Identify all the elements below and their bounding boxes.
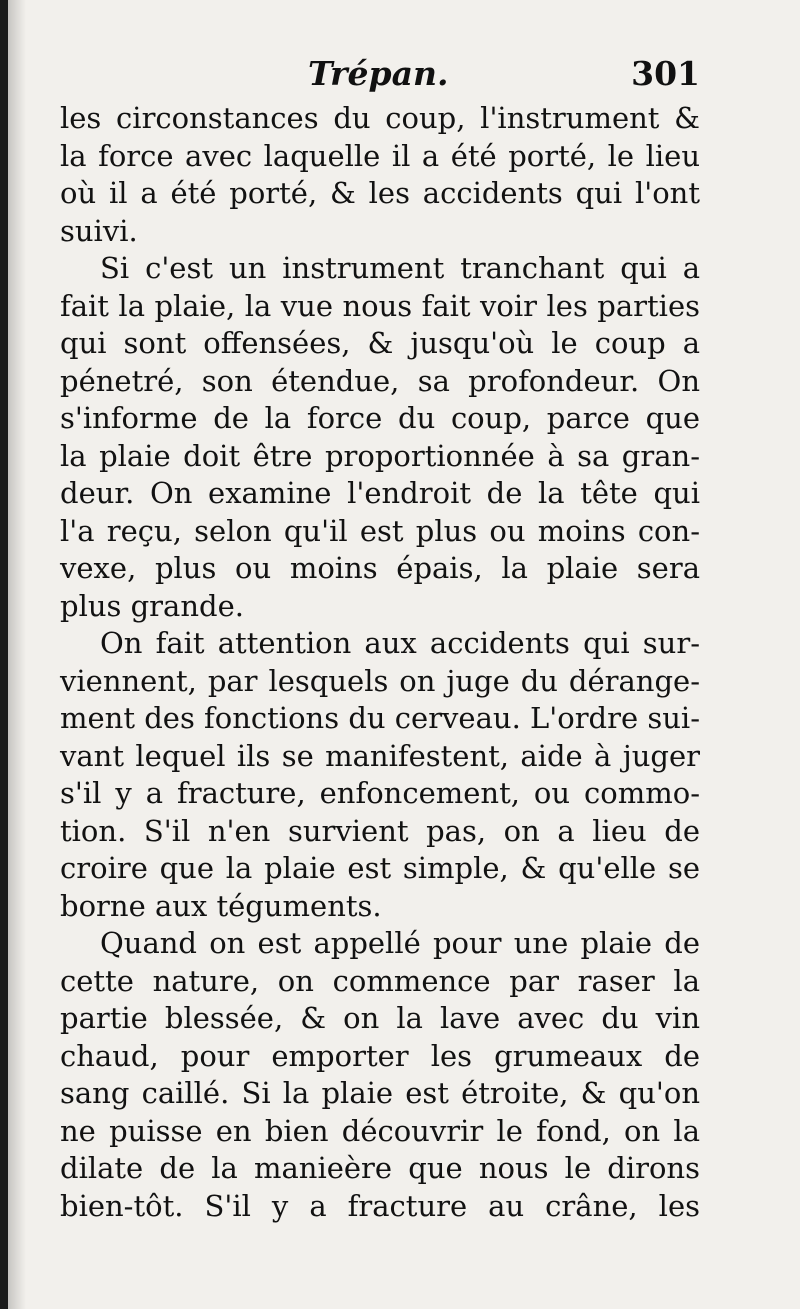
text-line: viennent, par lesquels on juge du dérange- — [60, 663, 700, 698]
text-line: plus grande. — [60, 588, 244, 623]
text-line: cette nature, on commence par raser la — [60, 963, 700, 998]
page-number: 301 — [631, 54, 700, 93]
text-line: partie blessée, & on la lave avec du vin — [60, 1001, 700, 1035]
text-line: fait la plaie, la vue nous fait voir les parties — [60, 288, 700, 323]
text-line: suivi. — [60, 213, 138, 248]
body-text — [60, 100, 700, 1225]
text-line: qui sont offensées, & jusqu'où le coup a — [60, 326, 700, 360]
text-line: deur. On examine l'endroit de la tête qui — [60, 476, 700, 510]
text-line: où il a été porté, & les accidents qui l'ont — [60, 176, 700, 210]
book-page — [8, 0, 800, 1309]
text-line: la force avec laquelle il a été porté, le lieu — [60, 138, 700, 173]
text-line: Quand on est appellé pour une plaie de — [100, 926, 700, 960]
page-header — [60, 54, 700, 102]
text-line: croire que la plaie est simple, & qu'elle se — [60, 851, 700, 885]
text-line: chaud, pour emporter les grumeaux de — [60, 1038, 700, 1073]
text-line: s'informe de la force du coup, parce que — [60, 401, 700, 435]
text-line: borne aux téguments. — [60, 888, 382, 923]
running-title: Trépan. — [308, 54, 449, 93]
text-line: s'il y a fracture, enfoncement, ou commo- — [60, 776, 700, 810]
text-line: vant lequel ils se manifestent, aide à juger — [60, 738, 700, 773]
text-line: ment des fonctions du cerveau. L'ordre sui- — [60, 701, 700, 735]
text-line: les circonstances du coup, l'instrument & — [60, 101, 700, 135]
text-line: dilate de la manieère que nous le dirons — [60, 1151, 700, 1185]
text-line: la plaie doit être proportionnée à sa gran- — [60, 438, 700, 473]
text-line: On fait attention aux accidents qui sur- — [100, 626, 700, 660]
page-edge-shadow — [8, 0, 26, 1309]
text-line: sang caillé. Si la plaie est étroite, & qu'on — [60, 1076, 700, 1110]
text-line: ne puisse en bien découvrir le fond, on la — [60, 1113, 700, 1148]
text-line: Si c'est un instrument tranchant qui a — [100, 251, 700, 285]
text-line: tion. S'il n'en survient pas, on a lieu de — [60, 813, 700, 848]
text-line: pénetré, son étendue, sa profondeur. On — [60, 363, 700, 398]
text-line: vexe, plus ou moins épais, la plaie sera — [60, 551, 700, 585]
text-line: bien-tôt. S'il y a fracture au crâne, les — [60, 1188, 700, 1223]
text-line: l'a reçu, selon qu'il est plus ou moins con- — [60, 513, 700, 548]
